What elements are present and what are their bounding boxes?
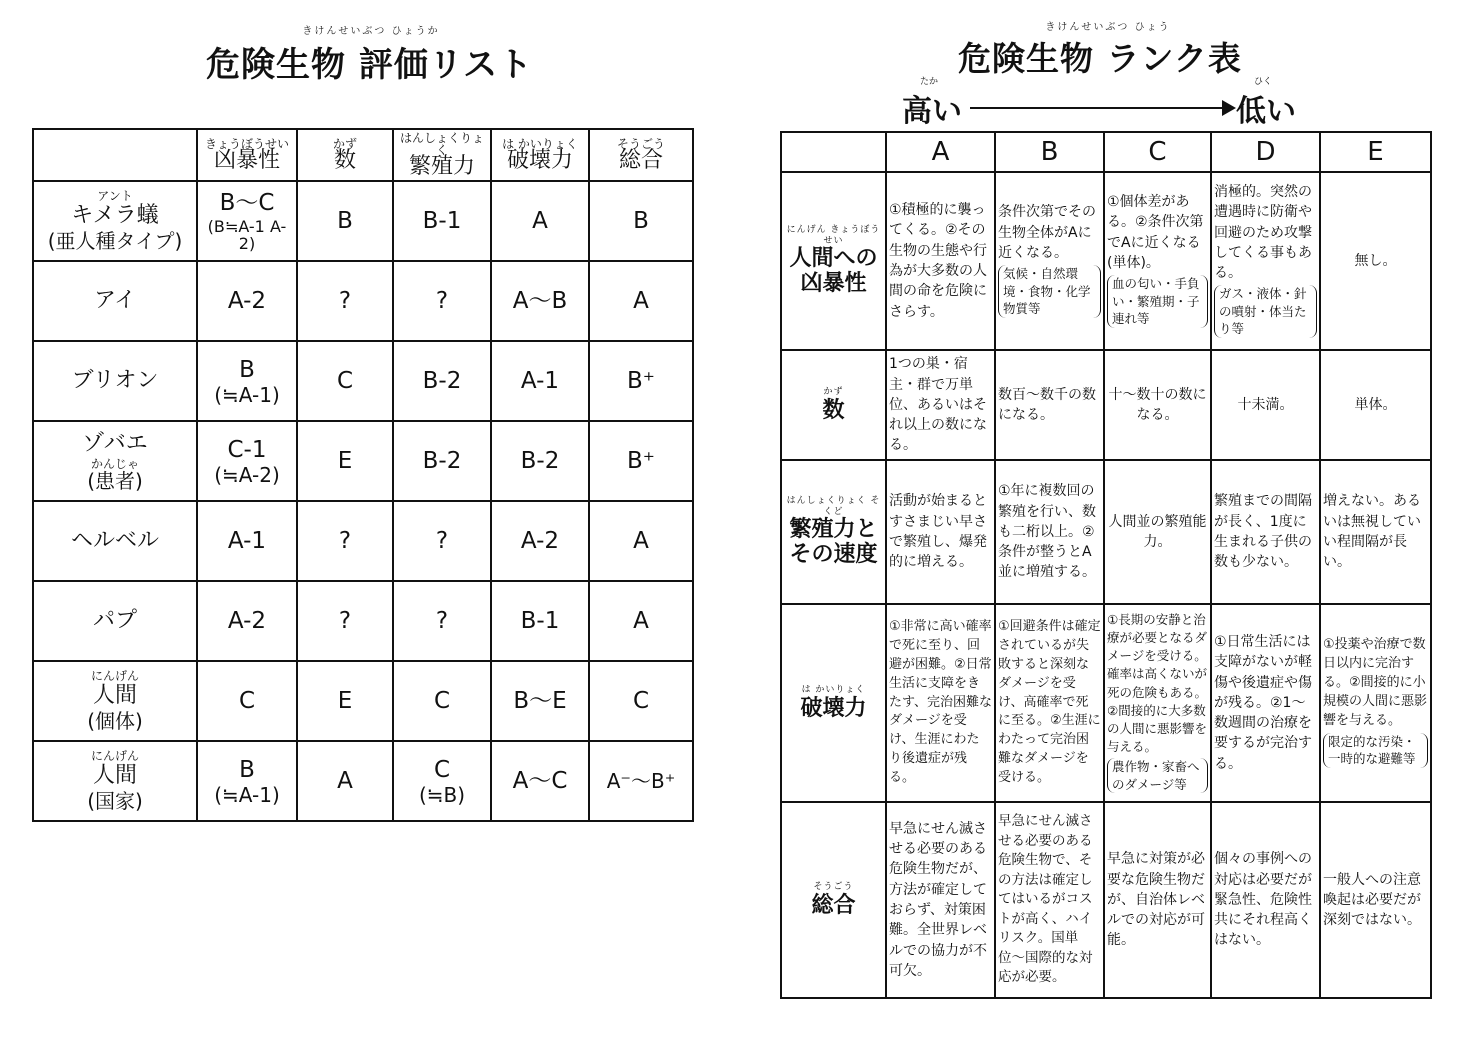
overall-cell: A [589, 261, 693, 341]
rank-cell: 増えない。あるいは無視していい程間隔が長い。 [1320, 460, 1431, 604]
scale-low-label: 低い [1236, 94, 1296, 129]
rank-header-row [781, 132, 1431, 172]
rank-cell: 一般人への注意喚起は必要だが深刻ではない。 [1320, 802, 1431, 998]
destruction-cell: A [491, 181, 589, 261]
left-title-text: 危険生物 評価リスト [206, 45, 534, 85]
rank-cell: ①日常生活には支障がないが軽傷や後遺症や傷が残る。②1〜数週間の治療を要するが完治する。 [1211, 604, 1320, 802]
rank-row-fertility [781, 460, 1431, 604]
rank-header-corner [781, 132, 886, 172]
fertility-cell: ? [393, 501, 491, 581]
number-cell: ? [297, 581, 393, 661]
rank-cell: ①個体差がある。②条件次第でAに近くなる(単体)。 血の匂い・手負い・繁殖期・子連れ等 [1104, 172, 1211, 350]
creature-name: ゾバエ かんじゃ (患者) [33, 421, 197, 501]
table-row [33, 181, 693, 261]
rank-cell-note: 農作物・家畜へのダメージ等 [1107, 758, 1208, 793]
rank-cell: ①回避条件は確定されているが失敗すると深刻なダメージを受け、高確率で死に至る。②生涯にわたって完治困難なダメージを受ける。 [995, 604, 1104, 802]
ferocity-cell: A-2 [197, 261, 297, 341]
rank-header-a: A [886, 132, 995, 172]
number-cell: ? [297, 261, 393, 341]
rank-cell: 早急にせん滅させる必要のある危険生物だが、方法が確定しておらず、対策困難。全世界レベルでの協力が不可欠。 [886, 802, 995, 998]
rank-cell: 条件次第でその生物全体がAに近くなる。 気候・自然環境・食物・化学物質等 [995, 172, 1104, 350]
rank-cell: ①長期の安静と治療が必要となるダメージを受ける。確率は高くないが死の危険もある。②間接的に大多数の人間に悪影響を与える。 農作物・家畜へのダメージ等 [1104, 604, 1211, 802]
overall-cell: A⁻〜B⁺ [589, 741, 693, 821]
right-title-text: 危険生物 ランク表 [958, 39, 1242, 78]
rank-cell: ①非常に高い確率で死に至り、回避が困難。②日常生活に支障をきたす、完治困難なダメージを受け、生涯にわたり後遺症が残る。 [886, 604, 995, 802]
number-cell: A [297, 741, 393, 821]
eval-header-ferocity: きょうぼうせい 凶暴性 [197, 129, 297, 181]
rank-cell: 無し。 [1320, 172, 1431, 350]
creature-name: パプ [33, 581, 197, 661]
rank-row-number [781, 350, 1431, 460]
overall-cell: B [589, 181, 693, 261]
rank-row-label: そうごう 総合 [781, 802, 886, 998]
rank-scale [902, 77, 1312, 129]
right-arrow-icon [970, 107, 1234, 109]
ferocity-cell: C-1 (≒A-2) [197, 421, 297, 501]
eval-header-row [33, 129, 693, 181]
creature-name: にんげん 人間 (国家) [33, 741, 197, 821]
left-title-ruby: きけんせいぶつ ひょうか [302, 26, 440, 37]
overall-cell: C [589, 661, 693, 741]
table-row [33, 261, 693, 341]
ferocity-cell: A-2 [197, 581, 297, 661]
fertility-cell: ? [393, 261, 491, 341]
rank-row-label: は かいりょく 破壊力 [781, 604, 886, 802]
ferocity-cell: B (≒A-1) [197, 741, 297, 821]
ferocity-cell: B (≒A-1) [197, 341, 297, 421]
destruction-cell: B-1 [491, 581, 589, 661]
destruction-cell: A〜B [491, 261, 589, 341]
table-row [33, 341, 693, 421]
rank-cell: 数百〜数千の数になる。 [995, 350, 1104, 460]
rank-cell: 早急に対策が必要な危険生物だが、自治体レベルでの対応が可能。 [1104, 802, 1211, 998]
rank-header-e: E [1320, 132, 1431, 172]
rank-cell: ①積極的に襲ってくる。②その生物の生態や行為が大多数の人間の命を危険にさらす。 [886, 172, 995, 350]
table-row [33, 661, 693, 741]
fertility-cell: C [393, 661, 491, 741]
table-row [33, 421, 693, 501]
number-cell: B [297, 181, 393, 261]
eval-header-corner [33, 129, 197, 181]
rank-row-label: はんしょくりょく そくど 繁殖力とその速度 [781, 460, 886, 604]
number-cell: E [297, 661, 393, 741]
right-page-title [958, 18, 1258, 80]
evaluation-table [32, 128, 694, 822]
rank-header-d: D [1211, 132, 1320, 172]
destruction-cell: A-1 [491, 341, 589, 421]
destruction-cell: B〜E [491, 661, 589, 741]
destruction-cell: B-2 [491, 421, 589, 501]
fertility-cell: C (≒B) [393, 741, 491, 821]
left-page-title [206, 22, 536, 86]
ferocity-cell: C [197, 661, 297, 741]
rank-cell: 個々の事例への対応は必要だが緊急性、危険性共にそれ程高くはない。 [1211, 802, 1320, 998]
eval-header-fertility: はんしょくりょく 繁殖力 [393, 129, 491, 181]
rank-cell: 1つの巣・宿主・群で万単位、あるいはそれ以上の数になる。 [886, 350, 995, 460]
fertility-cell: B-2 [393, 341, 491, 421]
eval-header-overall: そうごう 総合 [589, 129, 693, 181]
number-cell: C [297, 341, 393, 421]
fertility-cell: ? [393, 581, 491, 661]
rank-cell: 早急にせん滅させる必要のある危険生物で、その方法は確定してはいるがコストが高く、ハイリスク。国単位〜国際的な対応が必要。 [995, 802, 1104, 998]
high-ruby: たか [920, 77, 939, 87]
rank-row-label: かず 数 [781, 350, 886, 460]
rank-cell: 単体。 [1320, 350, 1431, 460]
rank-cell: 繁殖までの間隔が長く、1度に生まれる子供の数も少ない。 [1211, 460, 1320, 604]
overall-cell: B⁺ [589, 341, 693, 421]
table-row [33, 741, 693, 821]
rank-cell: ①投薬や治療で数日以内に完治する。②間接的に小規模の人間に悪影響を与える。 限定的な汚染・一時的な避難等 [1320, 604, 1431, 802]
table-row [33, 501, 693, 581]
destruction-cell: A〜C [491, 741, 589, 821]
rank-cell: 十未満。 [1211, 350, 1320, 460]
fertility-cell: B-2 [393, 421, 491, 501]
rank-row-overall [781, 802, 1431, 998]
eval-header-destruction: は かいりょく 破壊力 [491, 129, 589, 181]
creature-name: ブリオン [33, 341, 197, 421]
rank-cell: 十〜数十の数になる。 [1104, 350, 1211, 460]
ferocity-cell: A-1 [197, 501, 297, 581]
fertility-cell: B-1 [393, 181, 491, 261]
rank-cell-note: 限定的な汚染・一時的な避難等 [1323, 733, 1428, 768]
eval-header-number: かず 数 [297, 129, 393, 181]
scale-high-label: 高い [902, 94, 962, 129]
overall-cell: A [589, 581, 693, 661]
rank-cell-note: ガス・液体・針の噴射・体当たり等 [1214, 285, 1317, 338]
destruction-cell: A-2 [491, 501, 589, 581]
rank-header-c: C [1104, 132, 1211, 172]
rank-row-ferocity [781, 172, 1431, 350]
creature-name: にんげん 人間 (個体) [33, 661, 197, 741]
creature-name: ヘルベル [33, 501, 197, 581]
creature-name: アント キメラ蟻 (亜人種タイプ) [33, 181, 197, 261]
rank-cell-note: 血の匂い・手負い・繁殖期・子連れ等 [1107, 275, 1208, 328]
rank-row-destruction [781, 604, 1431, 802]
ferocity-cell: B〜C (B≒A-1 A-2) [197, 181, 297, 261]
overall-cell: B⁺ [589, 421, 693, 501]
table-row [33, 581, 693, 661]
rank-cell: 消極的。突然の遭遇時に防衛や回避のため攻撃してくる事もある。 ガス・液体・針の噴射・体当たり等 [1211, 172, 1320, 350]
number-cell: ? [297, 501, 393, 581]
rank-table [780, 131, 1432, 999]
number-cell: E [297, 421, 393, 501]
rank-header-b: B [995, 132, 1104, 172]
rank-cell: 人間並の繁殖能力。 [1104, 460, 1211, 604]
right-title-ruby: きけんせいぶつ ひょう [1045, 22, 1171, 33]
rank-row-label: にんげん きょうぼうせい 人間への凶暴性 [781, 172, 886, 350]
creature-name: アイ [33, 261, 197, 341]
rank-cell: ①年に複数回の繁殖を行い、数も二桁以上。②条件が整うとA並に増殖する。 [995, 460, 1104, 604]
overall-cell: A [589, 501, 693, 581]
rank-cell-note: 気候・自然環境・食物・化学物質等 [998, 265, 1101, 318]
rank-cell: 活動が始まるとすさまじい早さで繁殖し、爆発的に増える。 [886, 460, 995, 604]
low-ruby: ひく [1254, 77, 1273, 87]
